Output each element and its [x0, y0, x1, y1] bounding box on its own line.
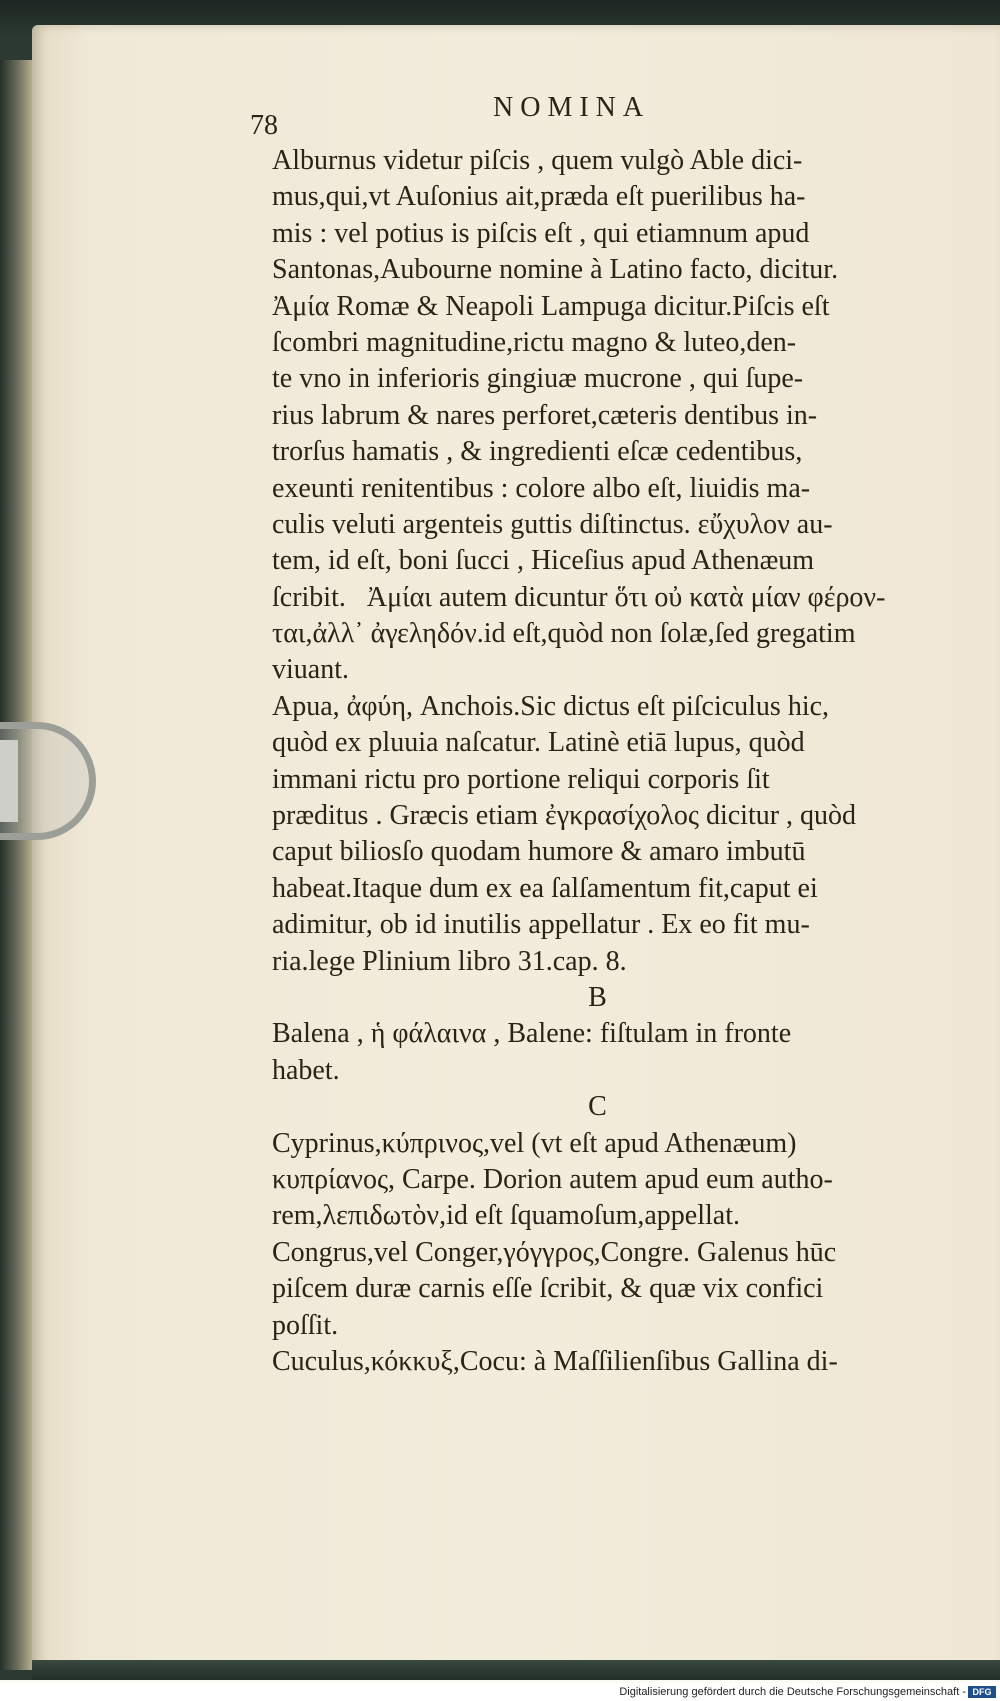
text-line: Alburnus videtur piſcis , quem vulgò Able dici-	[272, 145, 803, 176]
text-line: ria.lege Plinium libro 31.cap. 8.	[272, 945, 627, 977]
text-line: Congrus,vel Conger,γόγγρος,Congre. Galenus hūc	[272, 1236, 837, 1268]
section-heading-c: C	[588, 1091, 607, 1123]
text-line: præditus . Græcis etiam ἐγκρασίχολος dicitur , quòd	[272, 800, 857, 832]
text-line: habeat.Itaque dum ex ea ſalſamentum fit,caput ei	[272, 872, 818, 904]
text-line: poſſit.	[272, 1309, 339, 1341]
text-line: ται,ἀλλ᾽ ἀγεληδόν.id eſt,quòd non ſolæ,ſed gregatim	[272, 618, 856, 650]
text-line: Ἀμία Romæ & Neapoli Lampuga dicitur.Piſcis eſt	[272, 290, 830, 322]
digitization-footer	[0, 1683, 1000, 1701]
text-line: Cuculus,κόκκυξ,Cocu: à Maſſilienſibus Gallina di-	[272, 1345, 838, 1377]
text-line: habet.	[272, 1054, 340, 1086]
footer-text: Digitalisierung gefördert durch die Deutsche Forschungsgemeinschaft -	[619, 1686, 966, 1698]
dfg-logo: DFG	[968, 1686, 996, 1698]
page-number: 78	[250, 110, 278, 141]
text-line: κυπρίανος, Carpe. Dorion autem apud eum autho-	[272, 1163, 833, 1195]
text-line: te vno in inferioris gingiuæ mucrone , qui ſupe-	[272, 363, 804, 395]
text-line: Cyprinus,κύπρινος,vel (vt eſt apud Athenæum)	[272, 1127, 797, 1159]
text-line: ſcombri magnitudine,rictu magno & luteo,den-	[272, 326, 797, 358]
page-bottom-edge	[32, 1660, 1000, 1680]
text-line: mus,qui,vt Auſonius ait,præda eſt puerilibus ha-	[272, 181, 806, 213]
text-line: tem, id eſt, boni ſucci , Hiceſius apud Athenæum	[272, 545, 815, 577]
text-line: exeunti renitentibus : colore albo eſt, liuidis ma-	[272, 472, 811, 504]
text-line: Apua, ἀφύη, Anchois.Sic dictus eſt piſciculus hic,	[272, 690, 830, 722]
text-line: culis veluti argenteis guttis diſtinctus. εὔχυλον au-	[272, 508, 833, 540]
text-line: rius labrum & nares perforet,cæteris dentibus in-	[272, 399, 818, 431]
text-line: mis : vel potius is piſcis eſt , qui etiamnum apud	[272, 217, 810, 249]
header-title: NOMINA	[493, 92, 651, 123]
text-line: piſcem duræ carnis eſſe ſcribit, & quæ vix confici	[272, 1273, 824, 1305]
body-text	[272, 143, 947, 1380]
text-line: viuant.	[272, 654, 349, 686]
text-line: rem,λεπιδωτὸν,id eſt ſquamoſum,appellat.	[272, 1200, 741, 1232]
text-line: immani rictu pro portione reliqui corporis ſit	[272, 763, 770, 795]
text-line: ſcribit. Ἀμίαι autem dicuntur ὅτι οὐ κατὰ μίαν φέρον-	[272, 581, 886, 613]
text-line: caput biliosſo quodam humore & amaro imbutū	[272, 836, 806, 868]
book-spine-edge	[0, 60, 32, 1670]
section-heading-b: B	[588, 981, 607, 1013]
text-line: adimitur, ob id inutilis appellatur . Ex eo fit mu-	[272, 909, 810, 941]
text-line: Santonas,Aubourne nomine à Latino facto, dicitur.	[272, 254, 839, 286]
text-line: Balena , ἡ φάλαινα , Balene: fiſtulam in fronte	[272, 1018, 792, 1050]
text-line: trorſus hamatis , & ingredienti eſcæ cedentibus,	[272, 436, 803, 468]
text-line: quòd ex pluuia naſcatur. Latinè etiā lupus, quòd	[272, 727, 805, 759]
